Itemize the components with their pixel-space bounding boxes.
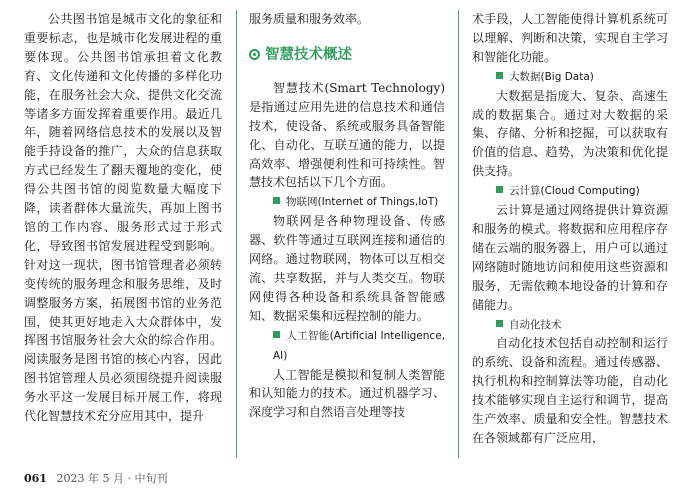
text-column-middle xyxy=(249,10,445,422)
subheading-iot xyxy=(249,192,445,212)
subheading-text: 人工智能(Artificial Intelligence, AI) xyxy=(273,329,445,362)
issue-info: 2023 年 5 月 · 中旬刊 xyxy=(56,472,168,485)
paragraph-continuation: 服务质量和服务效率。 xyxy=(249,12,370,26)
text-column-left xyxy=(24,10,222,426)
automation-paragraph: 自动化技术包括自动控制和运行的系统、设备和流程。通过传感器、执行机构和控制算法等功能，自动化技术能够实现自主运行和调节，提高生产效率、质量和安全性。智慧技术在各领域都有广泛应用， xyxy=(472,336,668,445)
square-bullet-icon xyxy=(273,197,280,204)
subheading-text: 云计算(Cloud Computing) xyxy=(509,185,640,198)
section-bullet-icon xyxy=(249,49,260,60)
section-heading xyxy=(249,45,445,65)
intro-paragraph: 公共图书馆是城市文化的象征和重要标志，也是城市化发展进程的重要体现。公共图书馆承担着文化教育、文化传递和文化传播的多样化功能，在服务社会大众、提供文化交流等诸多方面发挥着重要作用。最近几年，随着网络信息技术的发展以及智能手持设备的推广，大众的信息获取方式已经发生了翻天覆地的变化，使得公共图书馆的阅览数量大幅度下降，读者群体大量流失，再加上图书馆的工作内容、服务形式过于形式化，导致图书馆发展进程受到影响。针对这一现状，图书馆管理者必须转变传统的服务理念和服务思维，及时调整服务方案，拓展图书馆的业务范围，使其更好地走入大众群体中，发挥图书馆服务社会大众的综合作用。阅读服务是图书馆的核心内容，因此图书馆管理人员必须围绕提升阅读服务水平这一发展目标开展工作，将现代化智慧技术充分应用其中，提升 xyxy=(24,12,222,424)
page-footer xyxy=(24,470,167,486)
square-bullet-icon xyxy=(496,186,503,193)
square-bullet-icon xyxy=(273,331,280,338)
square-bullet-icon xyxy=(496,72,503,79)
text-column-right xyxy=(472,10,668,448)
ai-paragraph: 人工智能是模拟和复制人类智能和认知能力的技术。通过机器学习、深度学习和自然语言处理等技 xyxy=(249,367,445,420)
page-number: 061 xyxy=(24,472,47,485)
paragraph-continuation: 术手段，人工智能使得计算机系统可以理解、判断和决策，实现自主学习和智能化功能。 xyxy=(472,12,668,64)
overview-paragraph: 智慧技术(Smart Technology)是指通过应用先进的信息技术和通信技术，使设备、系统或服务具备智能化、自动化、互联互通的能力，以提高效率、增强便利性和可持续性。智慧技术包括以下几个方面。 xyxy=(249,80,445,190)
subheading-automation xyxy=(472,315,668,335)
section-heading-text: 智慧技术概述 xyxy=(265,46,352,63)
subheading-text: 大数据(Big Data) xyxy=(509,70,594,83)
subheading-cloud xyxy=(472,181,668,201)
square-bullet-icon xyxy=(496,320,503,327)
subheading-ai xyxy=(249,326,445,366)
column-divider xyxy=(458,10,459,458)
subheading-text: 自动化技术 xyxy=(509,318,562,331)
big-data-paragraph: 大数据是指庞大、复杂、高速生成的数据集合。通过对大数据的采集、存储、分析和挖掘，可以获取有价值的信息、趋势，为决策和优化提供支持。 xyxy=(472,88,668,179)
subheading-text: 物联网(Internet of Things,IoT) xyxy=(286,196,439,209)
iot-paragraph: 物联网是各种物理设备、传感器、软件等通过互联网连接和通信的网络。通过物联网，物体可以互相交流、共享数据，并与人类交互。物联网使得各种设备和系统具备智能感知、数据采集和远程控制的能力。 xyxy=(249,214,445,323)
cloud-paragraph: 云计算是通过网络提供计算资源和服务的模式。将数据和应用程序存储在云端的服务器上，用户可以通过网络随时随地访问和使用这些资源和服务，无需依赖本地设备的计算和存储能力。 xyxy=(472,203,668,312)
subheading-big-data xyxy=(472,67,668,87)
column-divider xyxy=(236,10,237,458)
